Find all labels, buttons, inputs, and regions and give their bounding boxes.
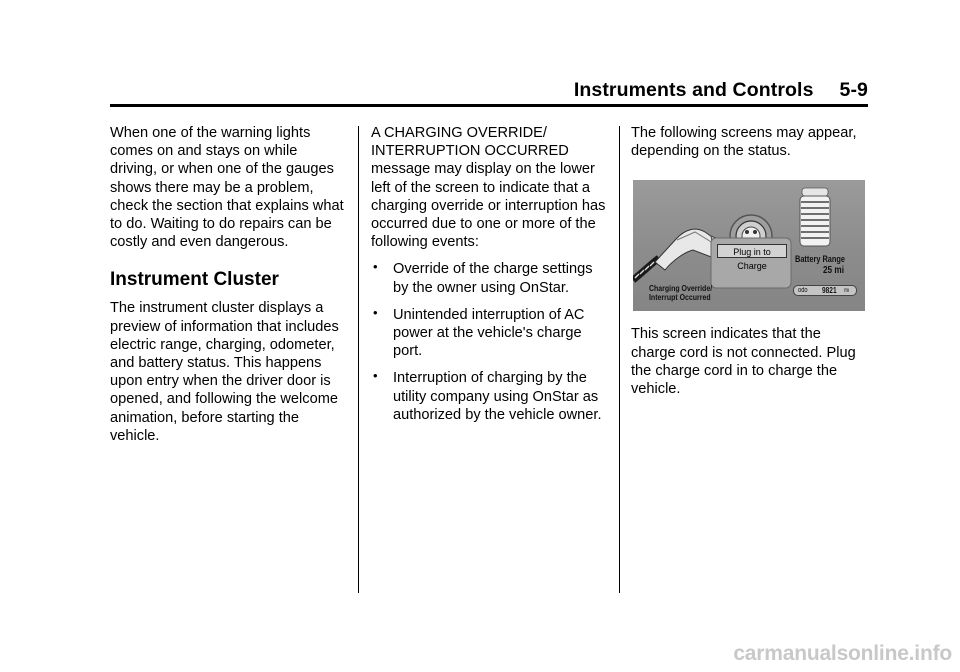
screen-description-paragraph: This screen indicates that the charge cord is not connected. Plug the charge cord in to charge the vehicle. (631, 326, 856, 398)
odometer-value: 9821 (822, 286, 837, 296)
bullet-icon: • (373, 368, 378, 384)
status-line-1: Charging Override/ (649, 283, 713, 294)
bullet-icon: • (373, 304, 378, 320)
list-item-text: Override of the charge settings by the owner using OnStar. (393, 261, 593, 296)
charging-override-paragraph: A CHARGING OVERRIDE/ INTERRUPTION OCCURRED message may display on the lower left of the screen to indicate that a charging override or interruption has occurred due to one or more of the following events: (371, 125, 606, 251)
status-line-2: Interrupt Occurred (649, 292, 711, 303)
event-list (371, 260, 609, 424)
list-item (371, 369, 609, 424)
bullet-icon: • (373, 259, 378, 275)
page-header (574, 79, 868, 102)
instrument-cluster-heading: Instrument Cluster (110, 269, 279, 291)
instrument-cluster-paragraph: The instrument cluster displays a preview of information that includes electric range, charging, odometer, and battery status. This happens upon entry when the driver door is opened, and following the welcome animation, before starting the vehicle. (110, 300, 339, 444)
list-item (371, 260, 609, 296)
list-item-text: Interruption of charging by the utility company using OnStar as authorized by the vehicle owner. (393, 370, 602, 423)
column-divider-1 (358, 126, 359, 593)
charging-status-message (649, 284, 712, 302)
battery-range-label: Battery Range (795, 254, 846, 265)
column-divider-2 (619, 126, 620, 593)
watermark: carmanualsonline.info (733, 642, 952, 665)
list-item (371, 306, 609, 361)
odometer-unit: mi (844, 288, 850, 295)
plug-in-to-charge-button: Plug in to Charge (717, 244, 787, 258)
warning-intro-paragraph: When one of the warning lights comes on and stays on while driving, or when one of the gauges shows there may be a problem, check the section that explains what to do. Waiting to do repairs can be costly and even dangerous. (110, 125, 344, 251)
odometer-readout (793, 285, 857, 296)
cluster-screen-image (633, 180, 865, 311)
battery-range-value: 25 mi (823, 265, 844, 277)
odometer-label: odo (798, 287, 808, 295)
page-number: 5-9 (839, 79, 868, 101)
column-3 (631, 124, 869, 398)
header-rule (110, 104, 868, 107)
screens-intro-paragraph: The following screens may appear, depending on the status. (631, 125, 857, 160)
list-item-text: Unintended interruption of AC power at the vehicle's charge port. (393, 306, 585, 360)
column-2 (371, 124, 609, 433)
section-title: Instruments and Controls (573, 79, 814, 101)
column-1 (110, 124, 348, 445)
